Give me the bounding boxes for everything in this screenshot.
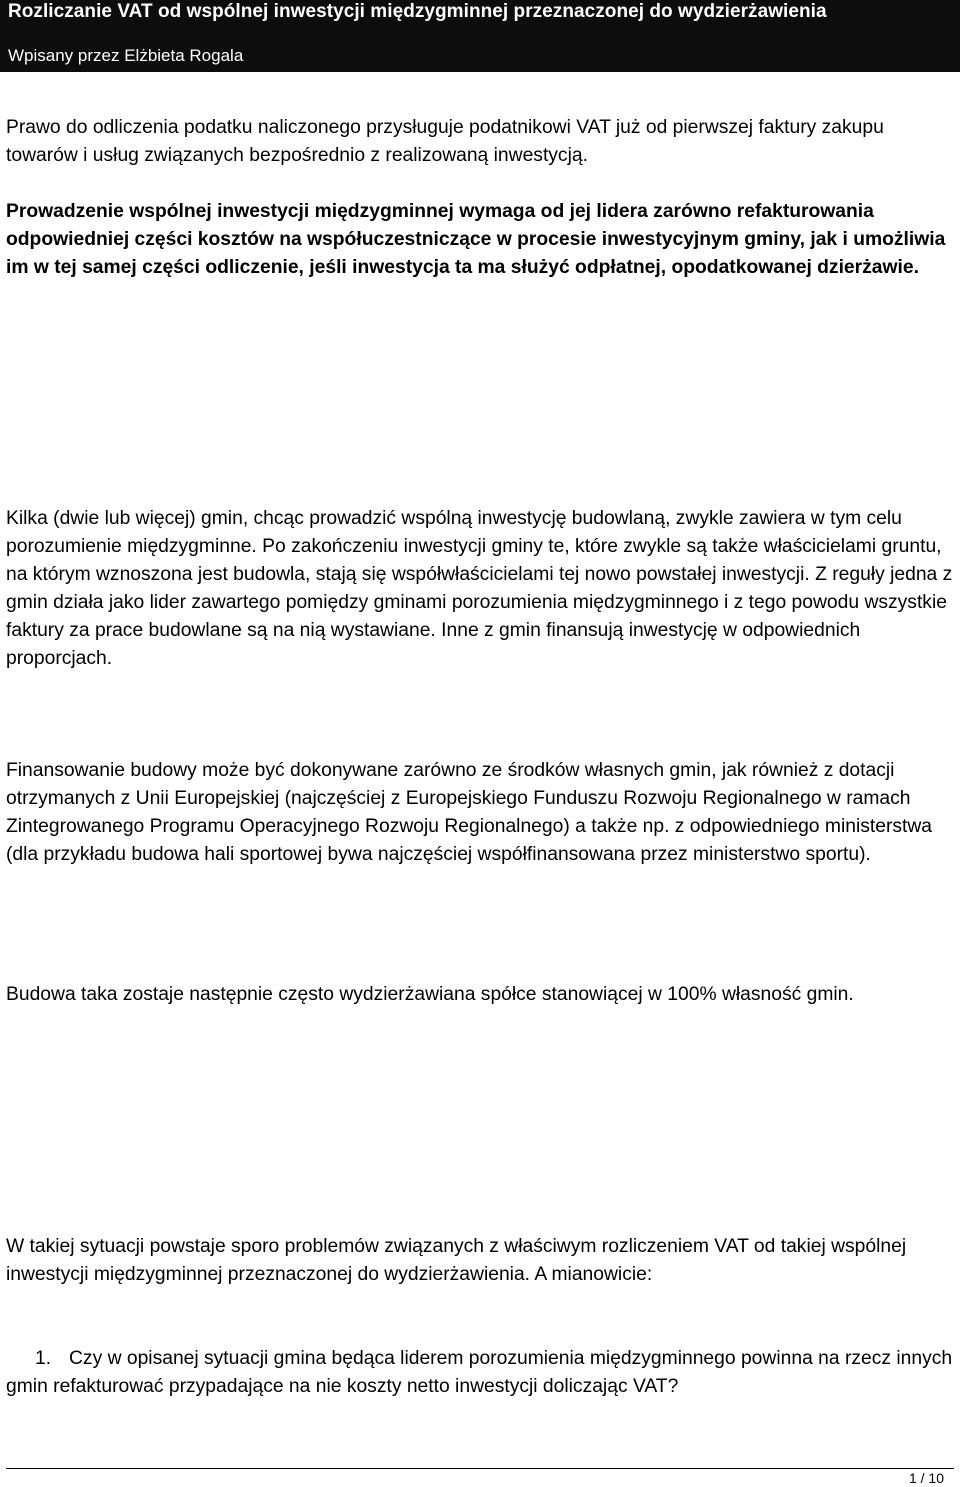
paragraph-4: Finansowanie budowy może być dokonywane zarówno ze środków własnych gmin, jak również z dotacji otrzymanych z Unii Europejskiej (najczęściej z Europejskiego Funduszu Rozwoju Regionalnego w ramach Zintegrowanego Programu Operacyjnego Rozwoju Regionalnego) a także np. z odpowiedniego ministerstwa (dla przykładu budowa hali sportowej bywa najczęściej współfinansowana przez ministerstwo sportu).	[6, 760, 933, 865]
list-item	[6, 1345, 958, 1401]
page-number: 1 / 10	[908, 1470, 944, 1486]
article-title: Rozliczanie VAT od wspólnej inwestycji międzygminnej przeznaczonej do wydzierżawienia	[8, 1, 827, 22]
article-author: Wpisany przez Elżbieta Rogala	[8, 46, 244, 65]
list-item-number: 1.	[35, 1348, 52, 1369]
article-header	[0, 0, 960, 72]
paragraph-1: Prawo do odliczenia podatku naliczonego przysługuje podatnikowi VAT już od pierwszej faktury zakupu towarów i usług związanych bezpośrednio z realizowaną inwestycją.	[6, 117, 884, 166]
list-item-text: Czy w opisanej sytuacji gmina będąca liderem porozumienia międzygminnego powinna na rzecz innych gmin refakturować przypadające na nie koszty netto inwestycji doliczając VAT?	[6, 1348, 953, 1397]
paragraph-6: W takiej sytuacji powstaje sporo problemów związanych z właściwym rozliczeniem VAT od takiej wspólnej inwestycji międzygminnej przeznaczonej do wydzierżawienia. A mianowicie:	[6, 1236, 907, 1285]
paragraph-3: Kilka (dwie lub więcej) gmin, chcąc prowadzić wspólną inwestycję budowlaną, zwykle zawiera w tym celu porozumienie międzygminne. Po zakończeniu inwestycji gminy te, które zwykle są także właścicielami gruntu, na którym wznoszona jest budowla, stają się współwłaścicielami tej nowo powstałej inwestycji. Z reguły jedna z gmin działa jako lider zawartego pomiędzy gminami porozumienia międzygminnego i z tego powodu wszystkie faktury za prace budowlane są na nią wystawiane. Inne z gmin finansują inwestycję w odpowiednich proporcjach.	[6, 508, 953, 669]
footer-divider	[6, 1468, 954, 1469]
paragraph-5: Budowa taka zostaje następnie często wydzierżawiana spółce stanowiącej w 100% własność gmin.	[6, 984, 854, 1005]
paragraph-2-lead: Prowadzenie wspólnej inwestycji międzygminnej wymaga od jej lidera zarówno refakturowania odpowiedniej części kosztów na współuczestniczące w procesie inwestycyjnym gminy, jak i umożliwia im w tej samej części odliczenie, jeśli inwestycja ta ma służyć odpłatnej, opodatkowanej dzierżawie.	[6, 201, 946, 278]
